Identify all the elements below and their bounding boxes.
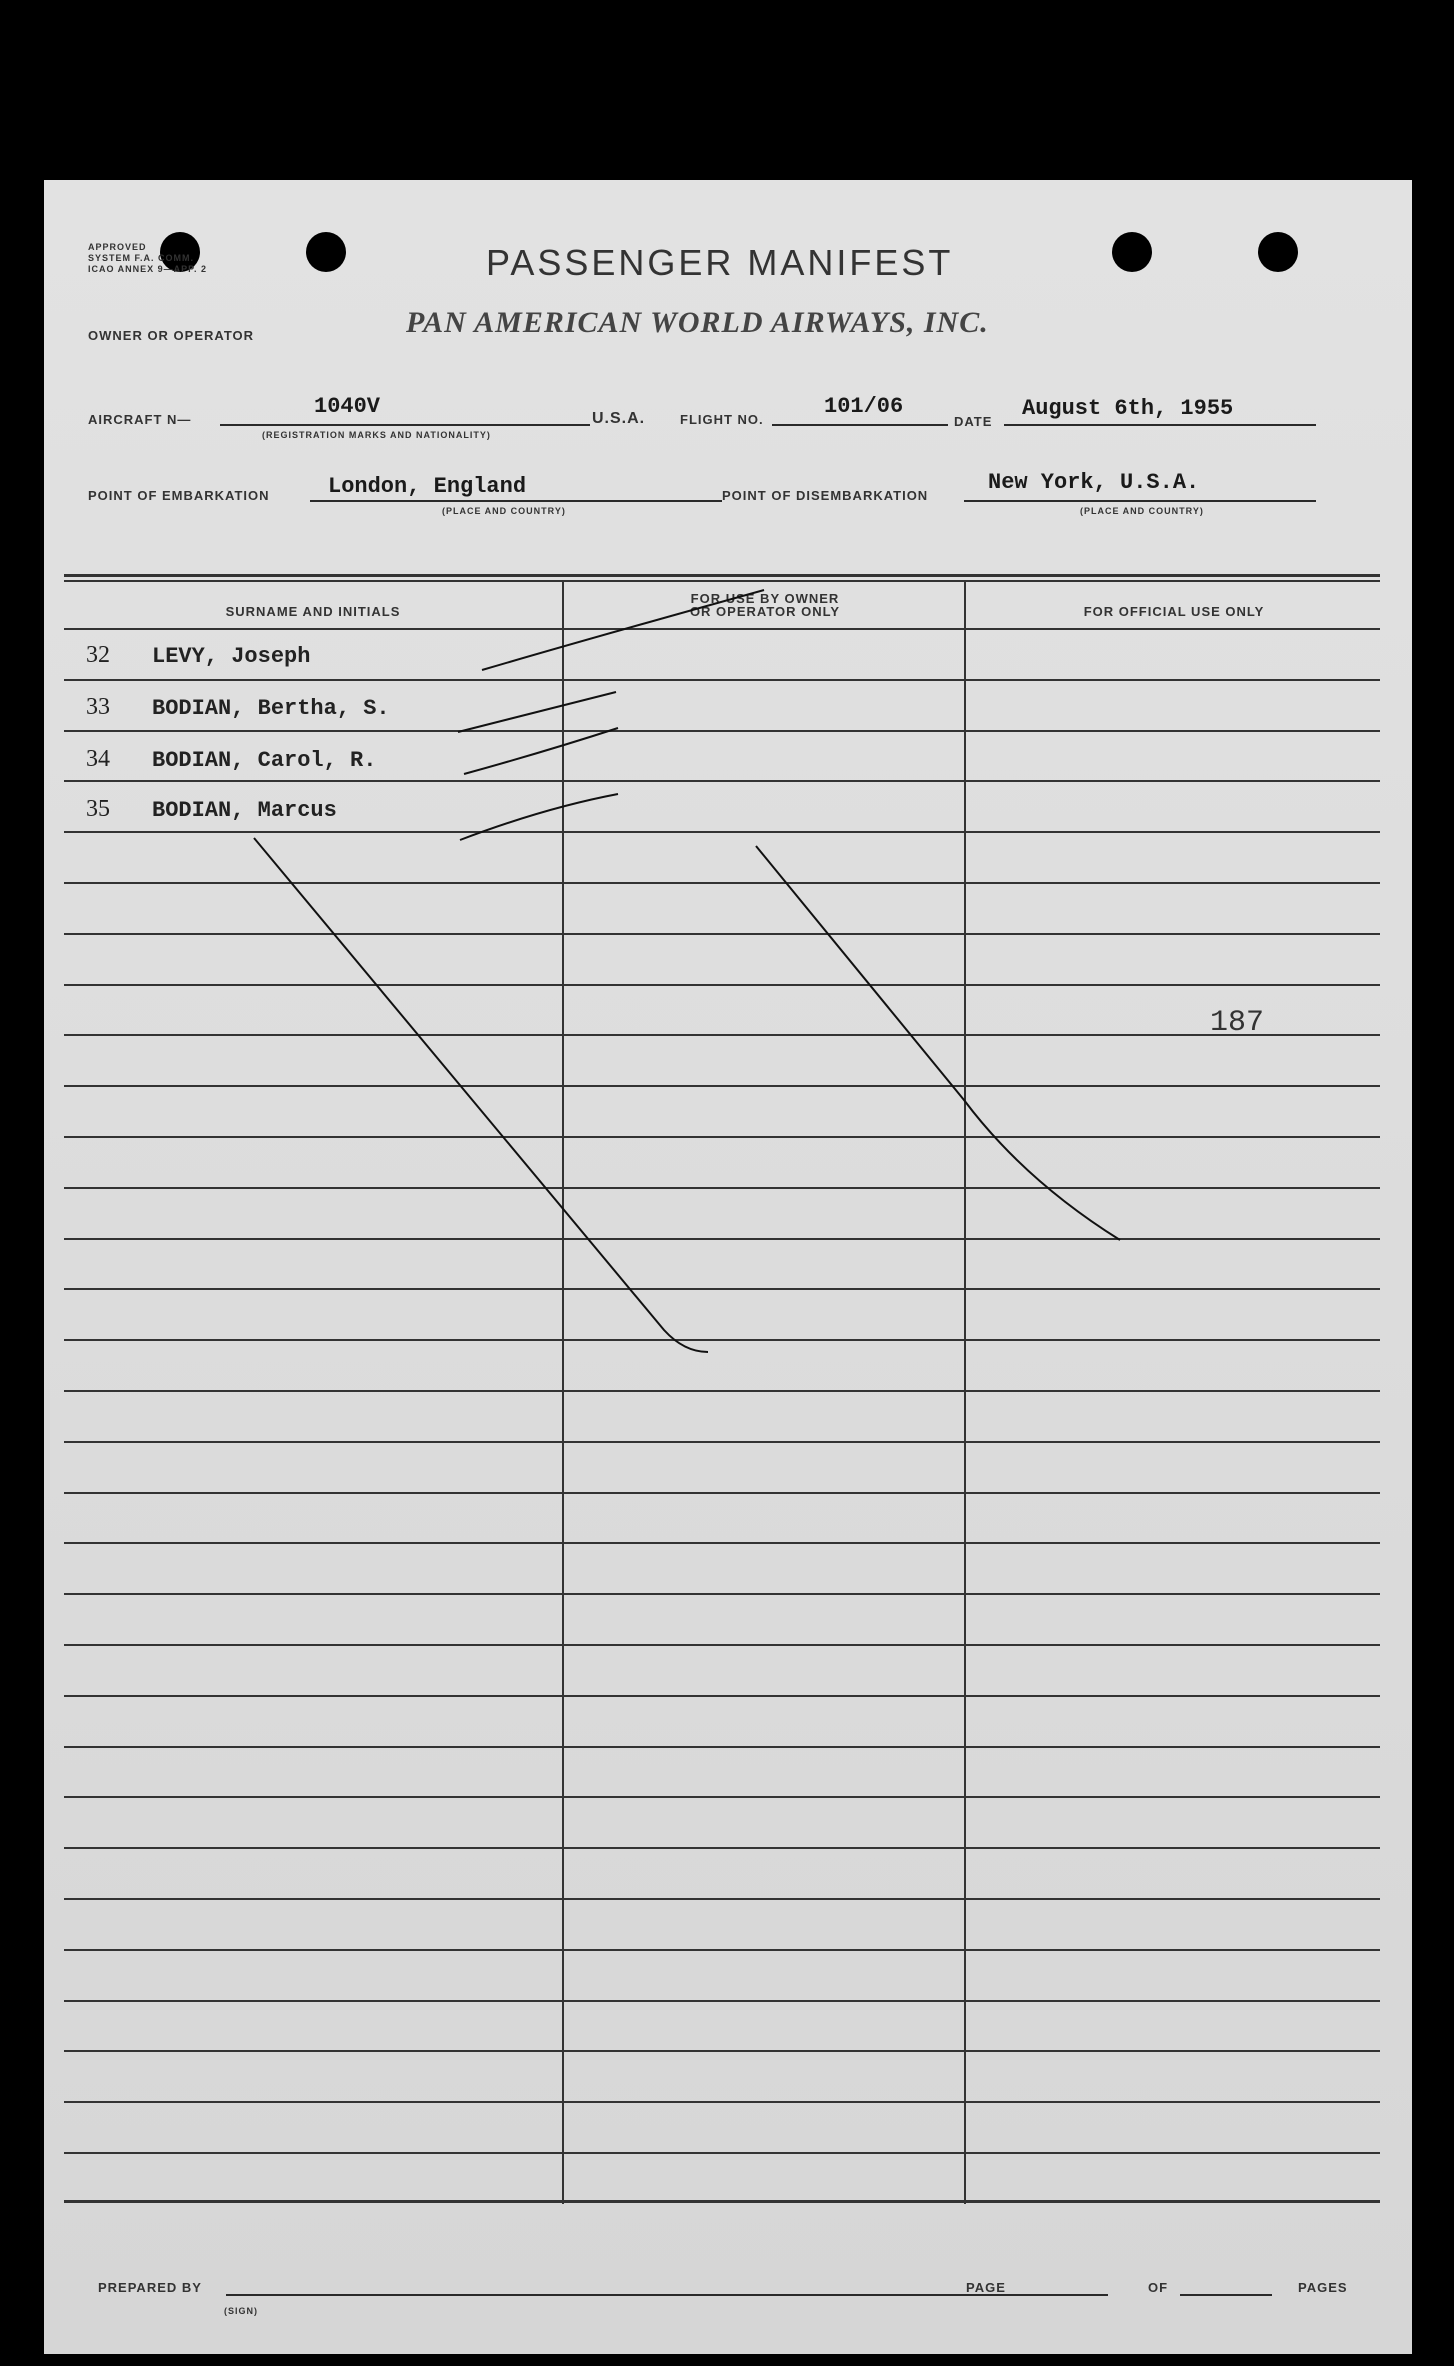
pen-strokes — [44, 180, 1412, 2354]
stamp-number: 187 — [1210, 1006, 1265, 1040]
page-label: PAGE — [966, 2280, 1006, 2295]
embark-value: London, England — [328, 474, 527, 499]
owner-label: OWNER OR OPERATOR — [88, 328, 255, 343]
tick-mark — [482, 590, 764, 670]
tick-mark — [460, 794, 618, 840]
cancel-stroke — [254, 838, 708, 1352]
of-label: OF — [1148, 2280, 1169, 2295]
embark-caption: (PLACE AND COUNTRY) — [442, 506, 566, 516]
passenger-name: BODIAN, Bertha, S. — [152, 696, 390, 721]
company-name: PAN AMERICAN WORLD AIRWAYS, INC. — [406, 306, 989, 339]
page-title: PASSENGER MANIFEST — [486, 242, 954, 283]
approval-line: ICAO ANNEX 9—APP. 2 — [88, 264, 208, 274]
page-underline — [1014, 2294, 1108, 2296]
aircraft-label: AIRCRAFT N— — [88, 412, 192, 427]
embark-label: POINT OF EMBARKATION — [88, 488, 270, 503]
manifest-sheet — [44, 180, 1412, 2354]
aircraft-value: 1040V — [314, 394, 381, 419]
date-value: August 6th, 1955 — [1022, 396, 1234, 421]
passenger-name: BODIAN, Marcus — [152, 798, 337, 823]
prepared-by-caption: (SIGN) — [224, 2306, 258, 2316]
col-header-owner-line: OR OPERATOR ONLY — [689, 604, 841, 619]
country-label: U.S.A. — [592, 410, 646, 427]
prepared-by-underline — [226, 2294, 1014, 2296]
col-header-surname: SURNAME AND INITIALS — [225, 604, 401, 619]
cancel-stroke — [756, 846, 1120, 1240]
approval-line: APPROVED — [88, 242, 147, 252]
disembark-caption: (PLACE AND COUNTRY) — [1080, 506, 1204, 516]
col-header-official: FOR OFFICIAL USE ONLY — [1083, 604, 1265, 619]
disembark-value: New York, U.S.A. — [988, 470, 1200, 495]
prepared-by-label: PREPARED BY — [98, 2280, 202, 2295]
passenger-number: 34 — [86, 746, 110, 772]
disembark-label: POINT OF DISEMBARKATION — [722, 488, 929, 503]
date-label: DATE — [954, 414, 993, 429]
flight-label: FLIGHT NO. — [680, 412, 764, 427]
of-underline — [1180, 2294, 1272, 2296]
passenger-number: 32 — [86, 642, 110, 668]
approval-line: SYSTEM F.A. COMM. — [88, 253, 195, 263]
col-header-owner-line: FOR USE BY OWNER — [690, 591, 840, 606]
pages-label: PAGES — [1298, 2280, 1348, 2295]
tick-mark — [458, 692, 616, 732]
passenger-number: 35 — [86, 796, 110, 822]
passenger-number: 33 — [86, 694, 110, 720]
tick-mark — [464, 728, 618, 774]
passenger-name: LEVY, Joseph — [152, 644, 311, 669]
flight-value: 101/06 — [824, 394, 904, 419]
aircraft-caption: (REGISTRATION MARKS AND NATIONALITY) — [262, 430, 491, 440]
passenger-name: BODIAN, Carol, R. — [152, 748, 377, 773]
